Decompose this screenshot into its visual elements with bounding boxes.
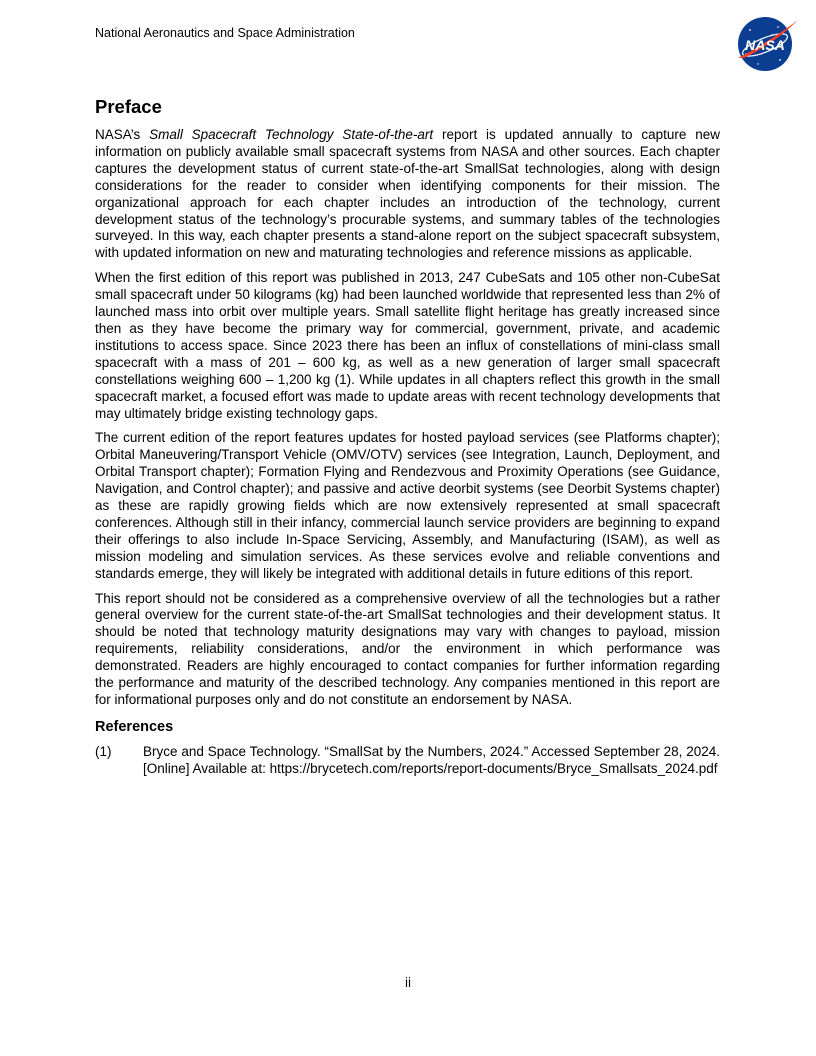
paragraph-2: When the first edition of this report was published in 2013, 247 CubeSats and 105 other non-CubeSat small spacecraft under 50 kilograms (kg) had been launched worldwide that represented less than 2% of launched mass into orbit over multiple years. Small satellite flight heritage has greatly increased since then as they have become the primary way for commercial, government, private, and academic institutions to access space. Since 2023 there has been an influx of constellations of mini-class small spacecraft with a mass of 201 – 600 kg, as well as a new generation of larger small spacecraft constellations weighing 600 – 1,200 kg (1). While updates in all chapters reflect this growth in the small spacecraft market, a focused effort was made to update areas with recent technology developments that may ultimately bridge existing technology gaps.	[95, 270, 720, 421]
paragraph-3: The current edition of the report features updates for hosted payload services (see Platforms chapter); Orbital Maneuvering/Transport Vehicle (OMV/OTV) services (see Integration, Launch, Deployment, and Orbital Transport chapter); Formation Flying and Rendezvous and Proximity Operations (see Guidance, Navigation, and Control chapter); and passive and active deorbit systems (see Deorbit Systems chapter) as these are rapidly growing fields which are now extensively represented at small spacecraft conferences. Although still in their infancy, commercial launch service providers are beginning to expand their offerings to also include In-Space Servicing, Assembly, and Manufacturing (ISAM), as well as mission modeling and simulation services. As these services evolve and reliable conventions and standards emerge, they will likely be integrated with additional details in future editions of this report.	[95, 430, 720, 581]
header-organization: National Aeronautics and Space Administration	[95, 26, 355, 40]
page-title: Preface	[95, 96, 162, 117]
paragraph-1-lead: NASA’s	[95, 127, 150, 142]
logo-text: NASA	[745, 37, 785, 53]
page-number: ii	[405, 975, 411, 990]
paragraph-4: This report should not be considered as a comprehensive overview of all the technologies but a rather general overview for the current state-of-the-art SmallSat technologies and their development status. It should be noted that technology maturity designations may vary with changes to payload, mission requirements, reliability considerations, and/or the environment in which performance was demonstrated. Readers are highly encouraged to contact companies for further information regarding the performance and maturity of the described technology. Any companies mentioned in this report are for informational purposes only and do not constitute an endorsement by NASA.	[95, 590, 720, 707]
main-content	[95, 96, 720, 778]
reference-item	[95, 744, 720, 778]
nasa-meatball-logo-icon	[730, 14, 800, 74]
reference-text: Bryce and Space Technology. “SmallSat by the Numbers, 2024.” Accessed September 28, 2024. [Online] Available at: https://brycetech.com/reports/report-documents/Bryce_Smallsats_2024.pdf	[143, 743, 720, 776]
paragraph-1	[95, 127, 720, 262]
reference-number: (1)	[95, 743, 112, 759]
references-heading: References	[95, 718, 174, 735]
paragraph-1-text: report is updated annually to capture new information on publicly available small spacecraft systems from NASA and other sources. Each chapter captures the development status of current state-of-the-art SmallSat technologies, along with design considerations for the reader to consider when identifying components for their mission. The organizational approach for each chapter includes an introduction of the technology, current development status of the technology’s procurable systems, and summary tables of the technologies surveyed. In this way, each chapter presents a stand-alone report on the subject spacecraft subsystem, with updated information on new and maturating technologies and reference missions as applicable.	[95, 127, 720, 261]
paragraph-1-emphasis: Small Spacecraft Technology State-of-the-art	[149, 127, 434, 142]
